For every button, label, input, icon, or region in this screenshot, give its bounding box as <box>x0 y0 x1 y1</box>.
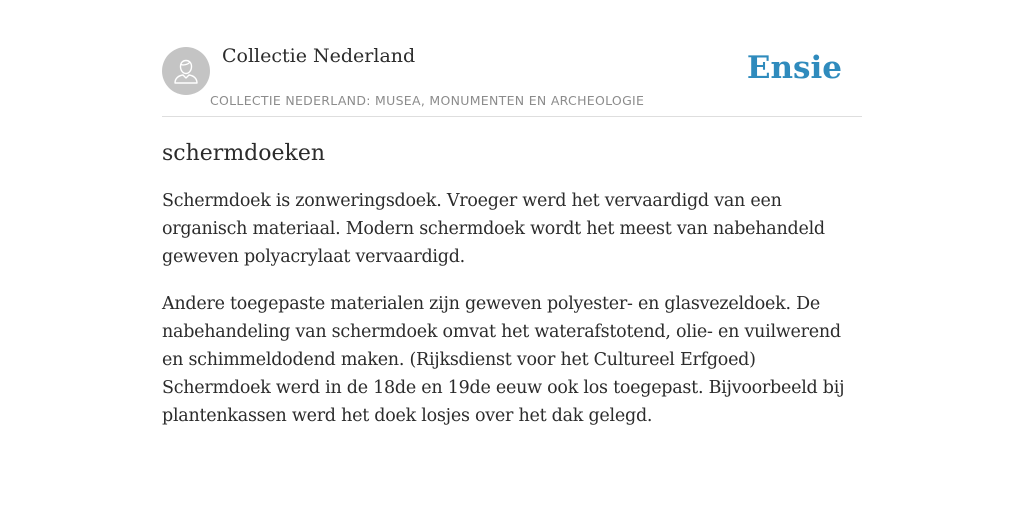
avatar[interactable] <box>162 47 210 95</box>
brand-logo[interactable]: Ensie <box>746 50 842 86</box>
definition-paragraph: Schermdoek is zonweringsdoek. Vroeger werd het vervaardigd van een organisch materiaal. Modern schermdoek wordt het meest van nabehandeld geweven polyacrylaat vervaardigd. <box>162 191 825 267</box>
source-subtitle[interactable]: COLLECTIE NEDERLAND: MUSEA, MONUMENTEN EN ARCHEOLOGIE <box>210 93 645 108</box>
author-name[interactable]: Collectie Nederland <box>222 45 416 67</box>
user-silhouette-icon <box>171 56 201 86</box>
entry-term: schermdoeken <box>162 141 326 166</box>
entry-content <box>162 138 862 449</box>
definition-paragraph: Andere toegepaste materialen zijn geweven polyester- en glasvezeldoek. De nabehandeling van schermdoek omvat het waterafstotend, olie- en vuilwerend en schimmeldodend maken. (Rijksdienst voor het Cultureel Erfgoed) Schermdoek werd in de 18de en 19de eeuw ook los toegepast. Bijvoorbeeld bij plantenkassen werd het doek losjes over het dak gelegd. <box>162 294 845 426</box>
header <box>162 0 862 117</box>
